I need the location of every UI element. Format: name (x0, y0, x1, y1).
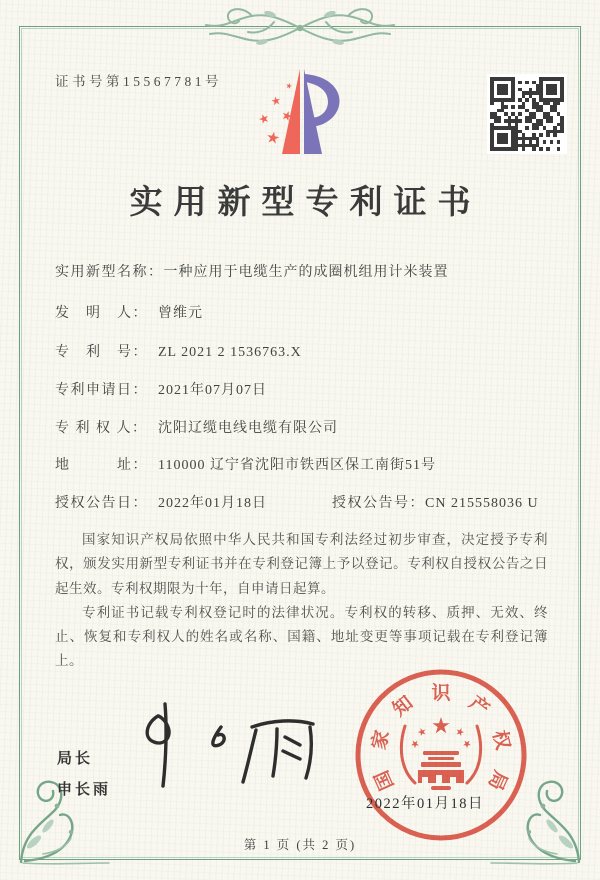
svg-text:家: 家 (368, 728, 394, 752)
field-value: 曾维元 (158, 306, 203, 321)
seal-date: 2022年01月18日 (366, 796, 484, 812)
director-name: 申长雨 (57, 780, 112, 798)
svg-text:国: 国 (371, 767, 399, 793)
field-label: 授权公告号： (332, 496, 425, 511)
field-value: 2022年01月18日 (158, 496, 267, 511)
legal-paragraph-1: 国家知识产权局依照中华人民共和国专利法经过初步审查，决定授予专利权，颁发实用新型专利证书并在专利登记簿上予以登记。专利权自授权公告之日起生效。专利权期限为十年，自申请日起算。 (55, 532, 548, 596)
field-value: ZL 2021 2 1536763.X (158, 345, 302, 360)
field-label: 发 明 人： (55, 306, 148, 321)
field-label: 专利申请日： (55, 383, 148, 398)
legal-paragraph-2: 专利证书记载专利权登记时的法律状况。专利权的转移、质押、无效、终止、恢复和专利权人的姓名或名称、国籍、地址变更等事项记载在专利登记簿上。 (55, 604, 548, 669)
director-block (57, 744, 111, 806)
svg-text:产: 产 (464, 692, 493, 721)
svg-text:权: 权 (488, 728, 514, 752)
national-emblem-icon (409, 717, 472, 790)
field-patentee (55, 417, 555, 437)
field-filing-date (55, 379, 555, 399)
page-number: 第 1 页 (共 2 页) (243, 838, 357, 852)
svg-text:知: 知 (389, 692, 418, 721)
field-value: 110000 辽宁省沈阳市铁西区保工南街51号 (158, 458, 436, 473)
certificate-title: 实用新型专利证书 (129, 185, 482, 221)
field-value: CN 215558036 U (425, 496, 539, 511)
field-label: 地 址： (55, 458, 148, 473)
legal-text-block (55, 528, 548, 674)
field-value: 2021年07月07日 (158, 383, 267, 398)
certificate-number: 证书号第15567781号 (55, 74, 222, 89)
svg-text:识: 识 (431, 683, 451, 704)
field-utility-model-name (55, 261, 555, 281)
field-patent-number (55, 341, 555, 361)
cnipa-logo-icon (243, 64, 361, 164)
qr-code (487, 74, 567, 154)
field-value: 沈阳辽缆电线电缆有限公司 (158, 421, 338, 436)
field-address (55, 454, 555, 474)
field-grant-number (332, 492, 539, 512)
director-title: 局长 (57, 750, 94, 767)
field-label: 实用新型名称： (55, 265, 164, 280)
director-signature (128, 698, 328, 798)
field-inventor (55, 302, 555, 322)
official-seal (352, 666, 530, 844)
field-grant-announcement (55, 492, 555, 512)
field-value: 一种应用于电缆生产的成圈机组用计米装置 (163, 265, 449, 280)
field-label: 授权公告日： (55, 496, 148, 511)
field-label: 专 利 权 人： (55, 421, 148, 436)
top-flourish-ornament (180, 2, 420, 54)
field-label: 专 利 号： (55, 345, 148, 360)
svg-text:局: 局 (483, 767, 511, 793)
